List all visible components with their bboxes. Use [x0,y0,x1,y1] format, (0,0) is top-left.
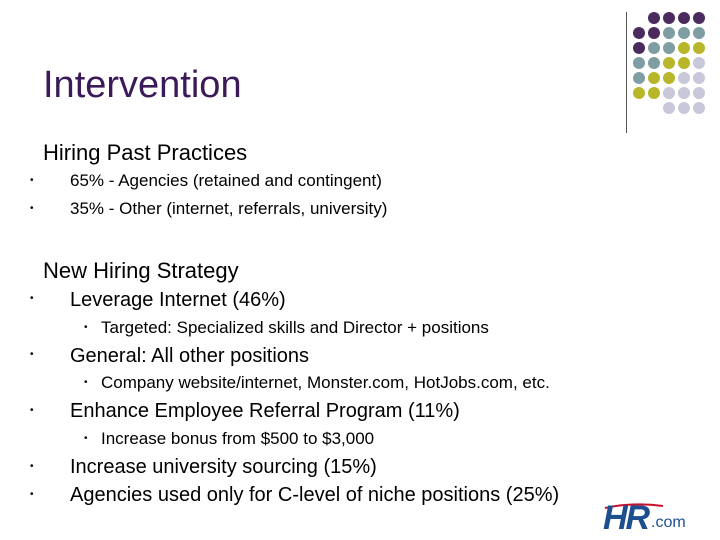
bullet-icon: • [30,405,34,416]
decorative-dot [678,72,690,84]
decorative-dot [678,102,690,114]
logo-com-text: .com [651,514,686,531]
list-item: Agencies used only for C-level of niche positions (25%) [70,484,560,506]
list-item: General: All other positions [70,345,310,367]
sub-list-item: Company website/internet, Monster.com, HotJobs.com, etc. [101,373,550,392]
decorative-dot [648,72,660,84]
decorative-dot [633,72,645,84]
slide-title: Intervention [43,64,242,106]
decorative-dot [633,27,645,39]
bullet-icon: • [30,293,34,304]
title-divider-line [626,12,627,133]
section-heading-past-practices: Hiring Past Practices [43,140,248,165]
sub-list-item: Targeted: Specialized skills and Director + positions [101,318,489,337]
decorative-dot [663,42,675,54]
decorative-dot [693,57,705,69]
bullet-icon: • [30,175,34,186]
section-heading-new-strategy: New Hiring Strategy [43,258,239,283]
bullet-icon: • [30,349,34,360]
decorative-dot [678,57,690,69]
decorative-dot [663,72,675,84]
list-item: Leverage Internet (46%) [70,289,286,311]
decorative-dot [663,87,675,99]
sub-bullet-icon: • [84,433,88,444]
decorative-dot [663,12,675,24]
logo-hr-text: HR [603,499,649,537]
decorative-dot [633,87,645,99]
decorative-dot [678,42,690,54]
decorative-dot [648,87,660,99]
list-item: Enhance Employee Referral Program (11%) [70,400,460,422]
decorative-dot [693,102,705,114]
sub-bullet-icon: • [84,377,88,388]
decorative-dot [693,27,705,39]
list-item: 35% - Other (internet, referrals, university) [70,199,388,218]
decorative-dot [678,87,690,99]
hr-com-logo [603,500,693,536]
decorative-dot [693,12,705,24]
list-item: 65% - Agencies (retained and contingent) [70,171,382,190]
decorative-dot [663,102,675,114]
list-item: Increase university sourcing (15%) [70,456,377,478]
decorative-dot [648,57,660,69]
bullet-icon: • [30,489,34,500]
decorative-dot [678,12,690,24]
bullet-icon: • [30,461,34,472]
decorative-dot [693,72,705,84]
bullet-icon: • [30,203,34,214]
sub-bullet-icon: • [84,322,88,333]
decorative-dot [648,12,660,24]
decorative-dot [663,57,675,69]
decorative-dot [648,42,660,54]
decorative-dot [693,87,705,99]
decorative-dot [633,57,645,69]
decorative-dot [678,27,690,39]
decorative-dot [693,42,705,54]
decorative-dot [663,27,675,39]
decorative-dot [633,42,645,54]
decorative-dot [648,27,660,39]
sub-list-item: Increase bonus from $500 to $3,000 [101,429,375,448]
